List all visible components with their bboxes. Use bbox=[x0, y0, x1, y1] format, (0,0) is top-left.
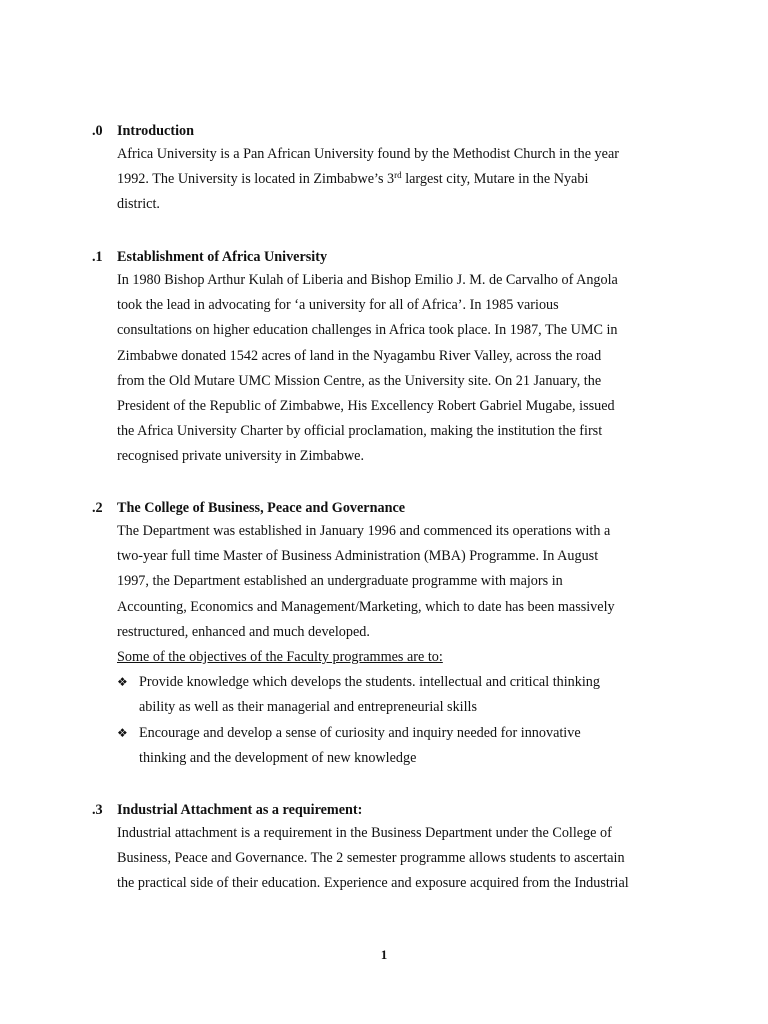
section-paragraph bbox=[117, 821, 683, 897]
paragraph-line: restructured, enhanced and much developed. bbox=[117, 623, 370, 640]
section-introduction bbox=[92, 120, 692, 218]
list-item bbox=[117, 721, 692, 771]
section-title: The College of Business, Peace and Governance bbox=[117, 500, 406, 516]
paragraph-line: the Africa University Charter by official proclamation, making the institution the first bbox=[117, 423, 603, 440]
paragraph-line: Africa University is a Pan African University found by the Methodist Church in the year bbox=[117, 146, 619, 162]
paragraph-line: took the lead in advocating for ‘a university for all of Africa’. In 1985 various bbox=[117, 297, 559, 314]
paragraph-line bbox=[117, 167, 683, 192]
paragraph-line: two-year full time Master of Business Administration (MBA) Programme. In August bbox=[117, 548, 599, 565]
list-item-line: ability as well as their managerial and entrepreneurial skills bbox=[139, 699, 478, 716]
section-paragraph bbox=[117, 519, 683, 670]
objectives-intro: Some of the objectives of the Faculty programmes are to: bbox=[117, 649, 443, 666]
paragraph-line: The Department was established in January 1996 and commenced its operations with a bbox=[117, 523, 611, 539]
section-number: .3 bbox=[92, 802, 103, 818]
section-title: Industrial Attachment as a requirement: bbox=[117, 802, 363, 818]
paragraph-line: 1997, the Department established an undergraduate programme with majors in bbox=[117, 573, 563, 590]
section-number: .0 bbox=[92, 123, 103, 139]
section-heading bbox=[92, 246, 692, 268]
line-text: largest city, Mutare in the Nyabi bbox=[401, 171, 589, 188]
section-heading bbox=[92, 497, 692, 519]
list-item-line: Encourage and develop a sense of curiosity and inquiry needed for innovative bbox=[139, 724, 581, 741]
section-number: .1 bbox=[92, 249, 103, 265]
paragraph-line: district. bbox=[117, 196, 160, 213]
paragraph-line: from the Old Mutare UMC Mission Centre, as the University site. On 21 January, the bbox=[117, 372, 602, 389]
section-title: Establishment of Africa University bbox=[117, 249, 328, 265]
section-establishment bbox=[92, 246, 692, 470]
paragraph-line: Business, Peace and Governance. The 2 semester programme allows students to ascertain bbox=[117, 850, 625, 867]
objectives-list bbox=[117, 670, 692, 771]
list-item bbox=[117, 670, 692, 720]
paragraph-line: consultations on higher education challenges in Africa took place. In 1987, The UMC in bbox=[117, 322, 618, 339]
paragraph-line: recognised private university in Zimbabwe. bbox=[117, 448, 365, 465]
diamond-bullet-icon: ❖ bbox=[117, 725, 128, 740]
paragraph-line: President of the Republic of Zimbabwe, His Excellency Robert Gabriel Mugabe, issued bbox=[117, 398, 615, 415]
paragraph-line: Accounting, Economics and Management/Marketing, which to date has been massively bbox=[117, 598, 615, 615]
diamond-bullet-icon: ❖ bbox=[117, 675, 128, 690]
list-item-line: thinking and the development of new knowledge bbox=[139, 749, 417, 766]
paragraph-line: In 1980 Bishop Arthur Kulah of Liberia and Bishop Emilio J. M. de Carvalho of Angola bbox=[117, 272, 618, 288]
section-heading bbox=[92, 120, 692, 142]
section-title: Introduction bbox=[117, 123, 194, 139]
section-paragraph bbox=[117, 142, 683, 218]
paragraph-line: Industrial attachment is a requirement in the Business Department under the College of bbox=[117, 825, 612, 841]
list-item-line: Provide knowledge which develops the students. intellectual and critical thinking bbox=[139, 674, 600, 691]
superscript-ordinal: rd bbox=[394, 170, 402, 181]
section-heading bbox=[92, 799, 692, 821]
paragraph-line: Zimbabwe donated 1542 acres of land in the Nyagambu River Valley, across the road bbox=[117, 347, 602, 364]
paragraph-line: the practical side of their education. Experience and exposure acquired from the Industrial bbox=[117, 875, 629, 892]
section-number: .2 bbox=[92, 500, 103, 516]
line-text: 1992. The University is located in Zimbabwe’s 3 bbox=[117, 171, 395, 188]
section-industrial-attachment bbox=[92, 799, 692, 897]
section-paragraph bbox=[117, 268, 683, 470]
page-number: 1 bbox=[380, 947, 388, 962]
section-college bbox=[92, 497, 692, 771]
